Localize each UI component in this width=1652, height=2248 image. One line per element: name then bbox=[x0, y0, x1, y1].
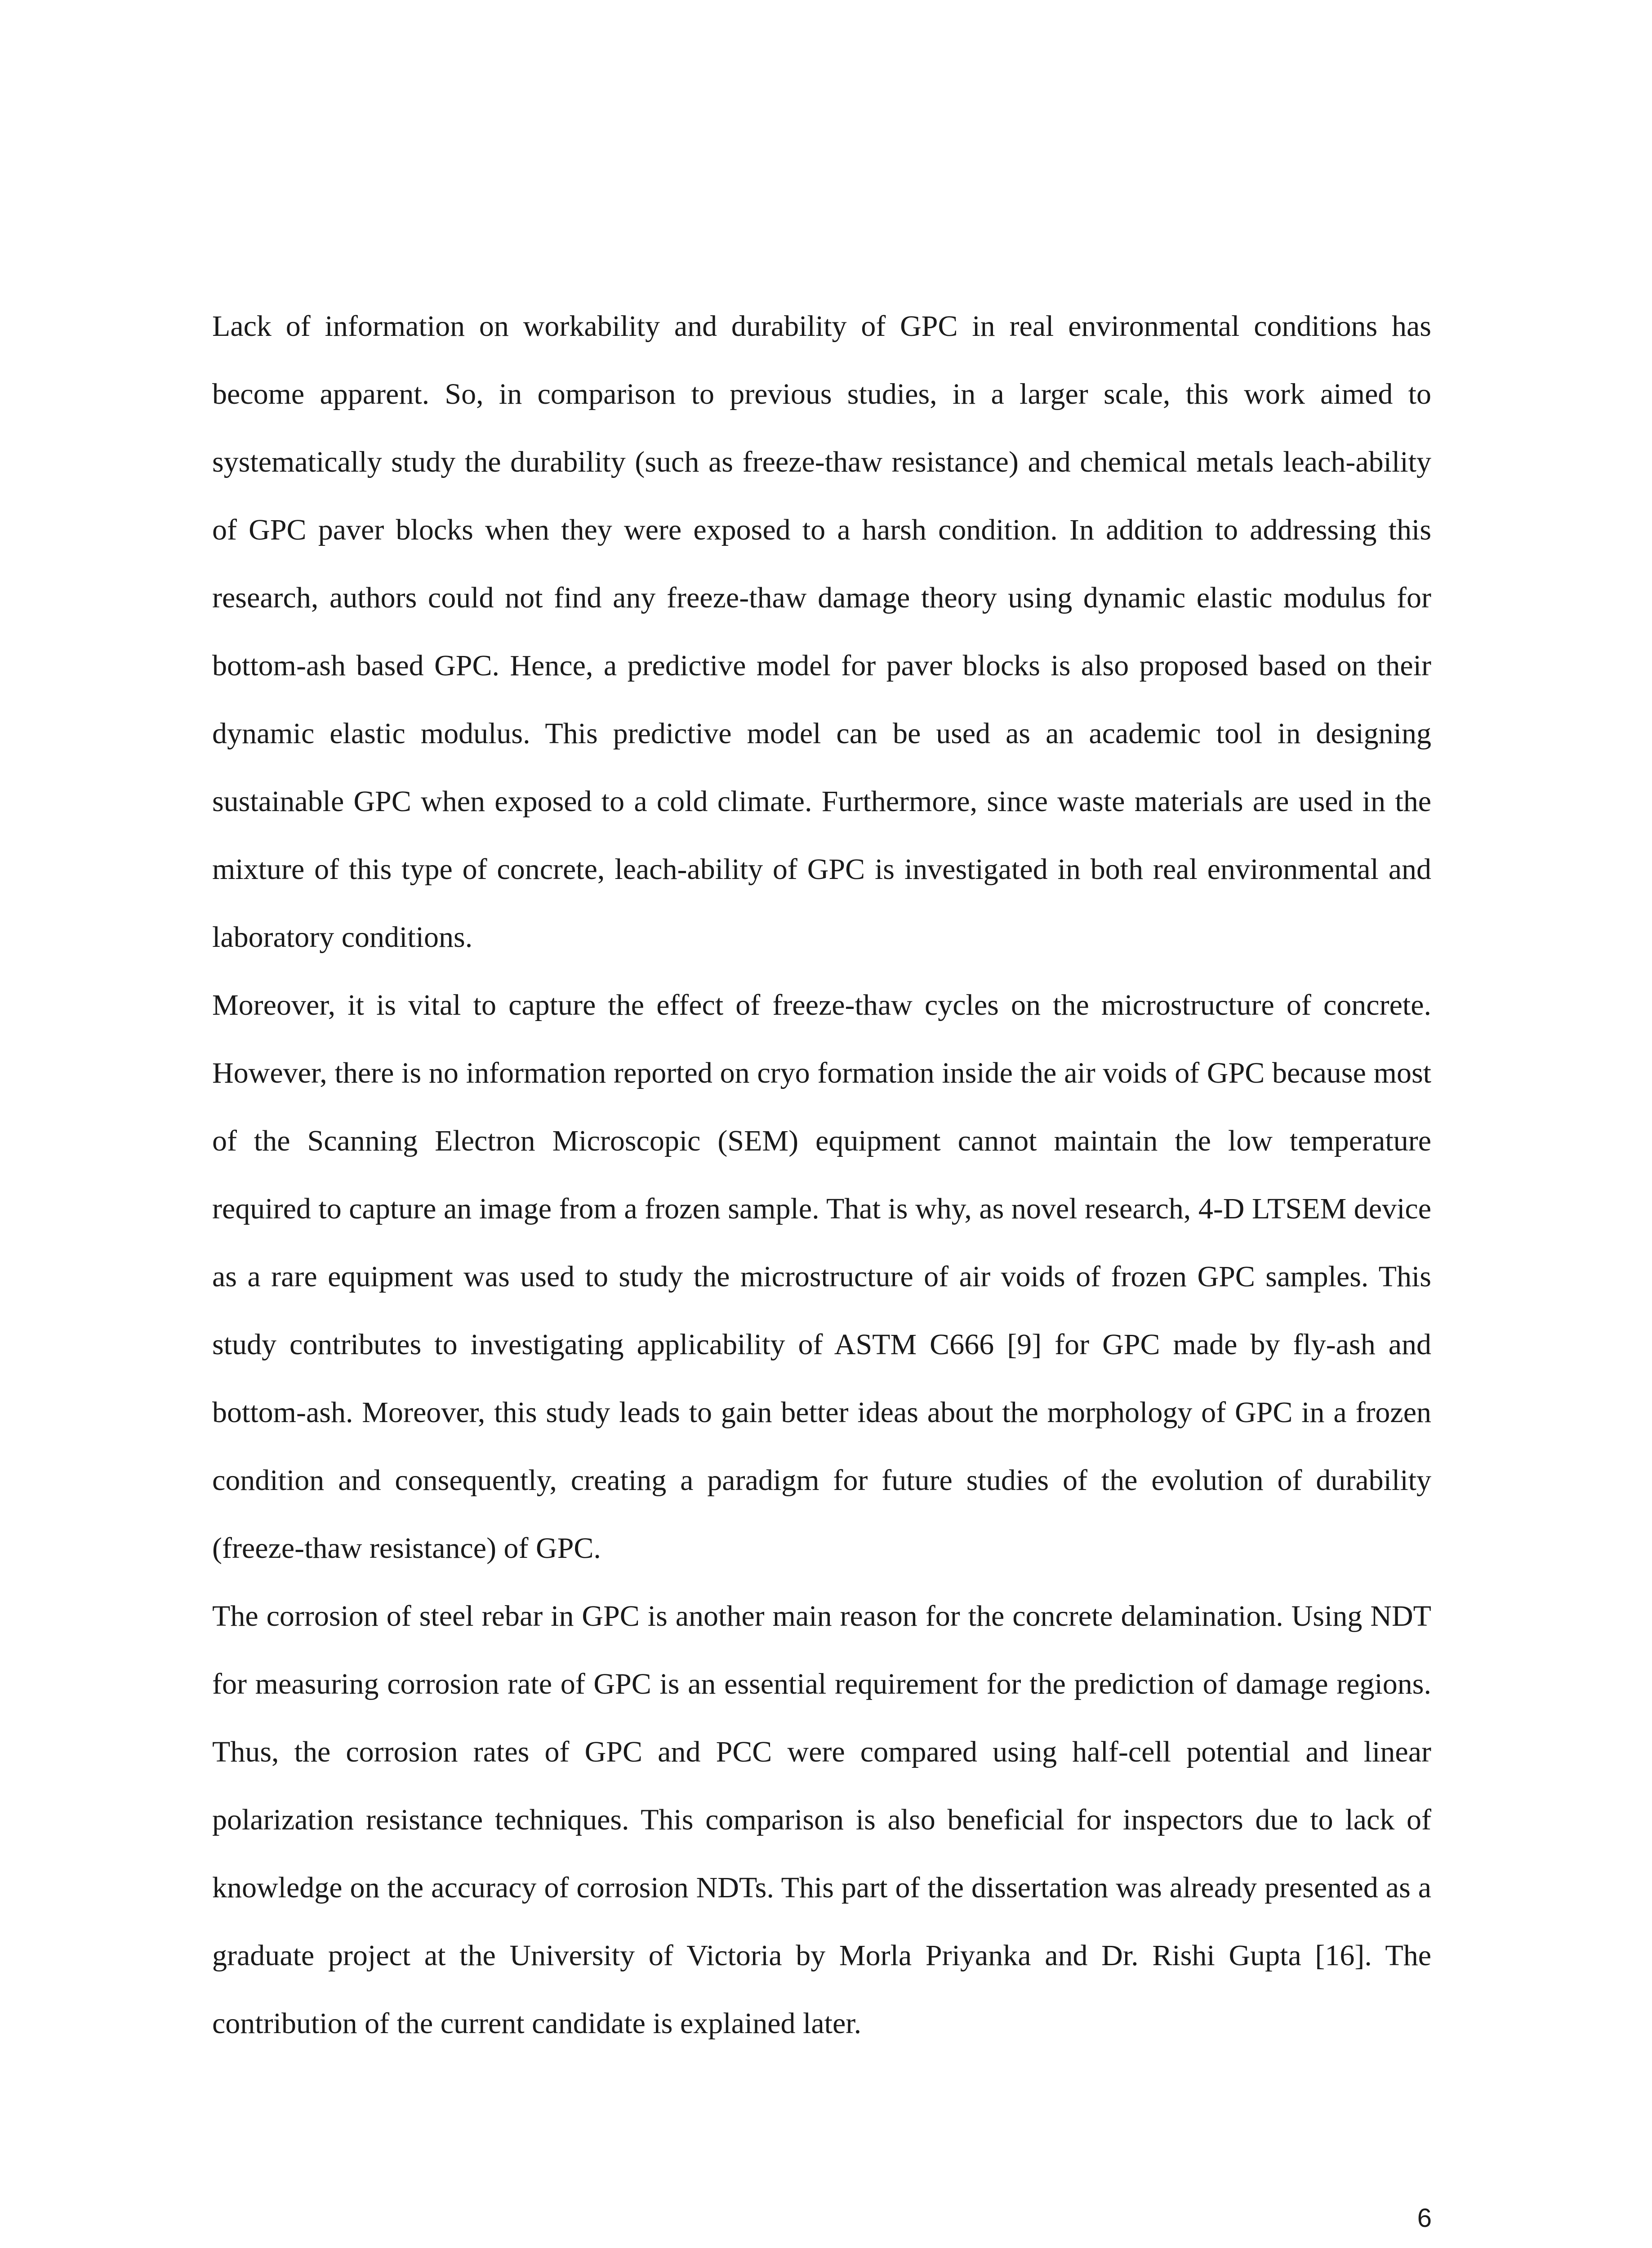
paragraph-1: Lack of information on workability and durability of GPC in real environmental conditions has become apparent. So, in comparison to previous studies, in a larger scale, this work aimed to systematically study the durability (such as freeze-thaw resistance) and chemical metals leach-ability of GPC paver blocks when they were exposed to a harsh condition. In addition to addressing this research, authors could not find any freeze-thaw damage theory using dynamic elastic modulus for bottom-ash based GPC. Hence, a predictive model for paver blocks is also proposed based on their dynamic elastic modulus. This predictive model can be used as an academic tool in designing sustainable GPC when exposed to a cold climate. Furthermore, since waste materials are used in the mixture of this type of concrete, leach-ability of GPC is investigated in both real environmental and laboratory conditions. bbox=[212, 310, 1431, 954]
paragraph-2: Moreover, it is vital to capture the effect of freeze-thaw cycles on the microstructure of concrete. However, there is no information reported on cryo formation inside the air voids of GPC because most of the Scanning Electron Microscopic (SEM) equipment cannot maintain the low temperature required to capture an image from a frozen sample. That is why, as novel research, 4-D LTSEM device as a rare equipment was used to study the microstructure of air voids of frozen GPC samples. This study contributes to investigating applicability of ASTM C666 [9] for GPC made by fly-ash and bottom-ash. Moreover, this study leads to gain better ideas about the morphology of GPC in a frozen condition and consequently, creating a paradigm for future studies of the evolution of durability (freeze-thaw resistance) of GPC. bbox=[212, 989, 1431, 1565]
page-number: 6 bbox=[1417, 2203, 1432, 2233]
paragraph-3: The corrosion of steel rebar in GPC is another main reason for the concrete delamination. Using NDT for measuring corrosion rate of GPC is an essential requirement for the prediction of damage regions. Thus, the corrosion rates of GPC and PCC were compared using half-cell potential and linear polarization resistance techniques. This comparison is also beneficial for inspectors due to lack of knowledge on the accuracy of corrosion NDTs. This part of the dissertation was already presented as a graduate project at the University of Victoria by Morla Priyanka and Dr. Rishi Gupta [16]. The contribution of the current candidate is explained later. bbox=[212, 1600, 1431, 2040]
body-text bbox=[212, 292, 1431, 2057]
